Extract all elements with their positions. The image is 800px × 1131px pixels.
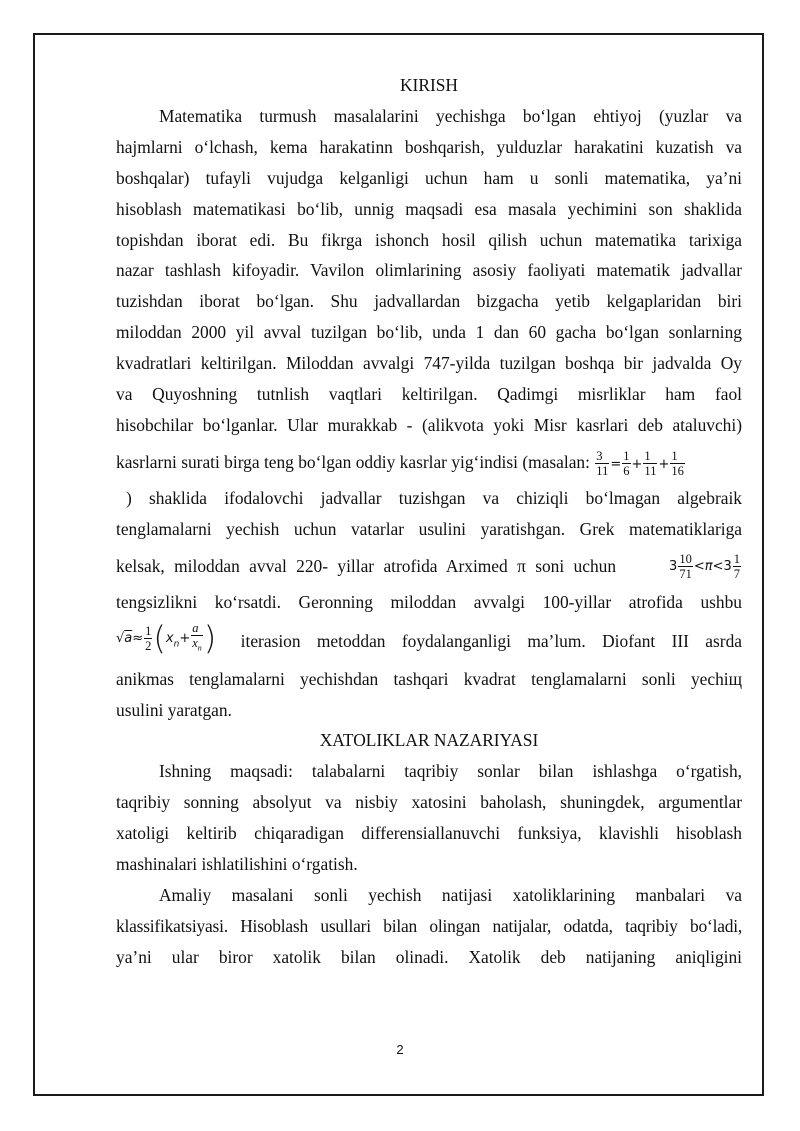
plus-sign: + <box>631 456 643 472</box>
heron-formula <box>116 615 216 665</box>
text-line: ) shaklida ifodalovchi jadvallar tuzishgan va chiziqli bo‘lmagan algebraik <box>126 487 742 508</box>
text-line: tengsizlikni ko‘rsatdi. Geronning miloddan avvalgi 100-yillar atrofida ushbu <box>116 591 742 612</box>
text-line: Amaliy masalani sonli yechish natijasi xatoliklarining manbalari va <box>159 884 742 905</box>
text-line: xatoligi keltirib chiqaradigan differensiallanuvchi funksiya, klavishli hisoblash <box>116 823 742 844</box>
text-line: va Quyoshning tutnlish vaqtlari keltirilgan. Qadimgi misrliklar ham faol <box>116 384 742 405</box>
text-line: ya’ni ular biror xatolik bilan olinadi. Xatolik deb natijaning aniqligini <box>116 946 742 967</box>
denominator: 11 <box>596 464 609 479</box>
text-segment: iterasion metoddan foydalanganligi ma’lum. Diofant III asrda <box>240 630 742 651</box>
plus-sign: + <box>179 631 191 647</box>
pi-symbol: π <box>704 559 713 575</box>
heading-kirish: KIRISH <box>400 75 458 95</box>
whole-number: 3 <box>669 559 678 575</box>
text-line: tuzishdan iborat bo‘lgan. Shu jadvallardan bizgacha yetib kelgaplaridan biri <box>116 291 742 312</box>
less-than-sign: < <box>693 559 705 575</box>
text-line-heron-formula <box>116 618 742 664</box>
heading-xatoliklar: XATOLIKLAR NAZARIYASI <box>319 730 539 751</box>
denominator: 11 <box>644 464 657 479</box>
page-number: 2 <box>396 1042 404 1057</box>
numerator: 1 <box>643 449 657 464</box>
fraction <box>678 552 693 581</box>
denominator-x: x <box>192 636 198 651</box>
equals-sign: = <box>610 456 622 472</box>
text-line: topishdan iborat edi. Bu fikrga ishonch hosil qilish uchun matematika tarixiga <box>116 229 742 250</box>
text-line: Matematika turmush masalalarini yechishga bo‘lgan ehtiyoj (yuzlar va <box>159 105 742 126</box>
text-line: klassifikatsiyasi. Hisoblash usullari bilan olingan natijalar, odatda, taqribiy bo‘ladi, <box>116 915 742 936</box>
whole-number: 3 <box>723 559 732 575</box>
fraction <box>191 621 203 656</box>
variable-x: x <box>165 631 174 647</box>
less-than-sign: < <box>712 559 724 575</box>
denominator: 71 <box>679 566 692 581</box>
approx-sign: ≈ <box>132 631 144 647</box>
text-line: boshqalar) tufayli vujudga kelganligi uchun ham u sonli matematika, ya’ni <box>116 167 742 188</box>
text-line: miloddan 2000 yil avval tuzilgan bo‘lib, unda 1 dan 60 gacha bo‘lgan sonlarning <box>116 322 742 343</box>
denominator: 6 <box>623 464 630 479</box>
plus-sign: + <box>658 456 670 472</box>
intro-paragraph <box>116 101 742 726</box>
numerator: 1 <box>623 449 630 464</box>
classification-paragraph <box>116 880 742 973</box>
subscript-n: n <box>173 639 180 650</box>
numerator: 1 <box>145 623 152 638</box>
fraction <box>733 552 741 581</box>
text-line: taqribiy sonning absolyut va nisbiy xatosini baholash, shuningdek, argumentlar <box>116 792 742 813</box>
numerator: a <box>191 621 203 636</box>
text-line: kvadratlari keltirilgan. Miloddan avvalgi 747-yilda tuzilgan boshqa bir jadvalda Oy <box>116 353 742 374</box>
text-line: tenglamalarni yechish uchun vatarlar usulini yaratishgan. Grek matematiklariga <box>116 518 742 539</box>
text-line: usulini yaratgan. <box>116 699 232 720</box>
text-line-egypt-formula <box>116 441 742 483</box>
aim-paragraph <box>116 756 742 880</box>
numerator: 1 <box>733 551 740 566</box>
text-line: Ishning maqsadi: talabalarni taqribiy sonlar bilan ishlashga o‘rgatish, <box>159 761 742 782</box>
close-paren: ) <box>203 619 217 658</box>
subscript-n: n <box>197 643 202 653</box>
text-line: hisobchilar bo‘lganlar. Ular murakkab - (alikvota yoki Misr kasrlari deb ataluvchi) <box>116 414 742 435</box>
denominator: 2 <box>145 638 152 653</box>
document-page <box>116 70 742 973</box>
open-paren: ( <box>153 619 166 658</box>
fraction <box>144 624 152 653</box>
denominator: 16 <box>671 464 684 479</box>
numerator: 10 <box>679 551 692 566</box>
fraction <box>622 449 630 478</box>
pi-inequality <box>669 543 742 588</box>
variable-a: a <box>124 631 133 647</box>
denominator <box>191 636 203 656</box>
text-segment: kelsak, miloddan avval 220- yillar atrofida Arximed π soni uchun <box>116 555 617 576</box>
fraction <box>595 449 609 478</box>
denominator: 7 <box>733 566 740 581</box>
text-line: nazar tashlash kifoyadir. Vavilon olimlarining asosiy faoliyati matematik jadvallar <box>116 260 742 281</box>
text-line: hisoblash matematikasi bo‘lib, unnig maqsadi esa masala yechimini son shaklida <box>116 198 742 219</box>
fraction <box>670 449 685 478</box>
text-line: anikmas tenglamalarni yechishdan tashqari kvadrat tenglamalarni sonli yechiщ <box>116 668 742 689</box>
fraction <box>643 449 657 478</box>
numerator: 3 <box>595 449 609 464</box>
text-line: hajmlarni o‘lchash, kema harakatinn boshqarish, yulduzlar harakatini kuzatish va <box>116 136 742 157</box>
text-line-pi-formula <box>116 545 742 587</box>
sqrt-symbol: √ <box>116 631 125 647</box>
text-line: mashinalari ishlatilishini o‘rgatish. <box>116 854 358 875</box>
numerator: 1 <box>670 449 685 464</box>
text-segment: kasrlarni surati birga teng bo‘lgan oddiy kasrlar yig‘indisi (masalan: <box>116 451 590 472</box>
